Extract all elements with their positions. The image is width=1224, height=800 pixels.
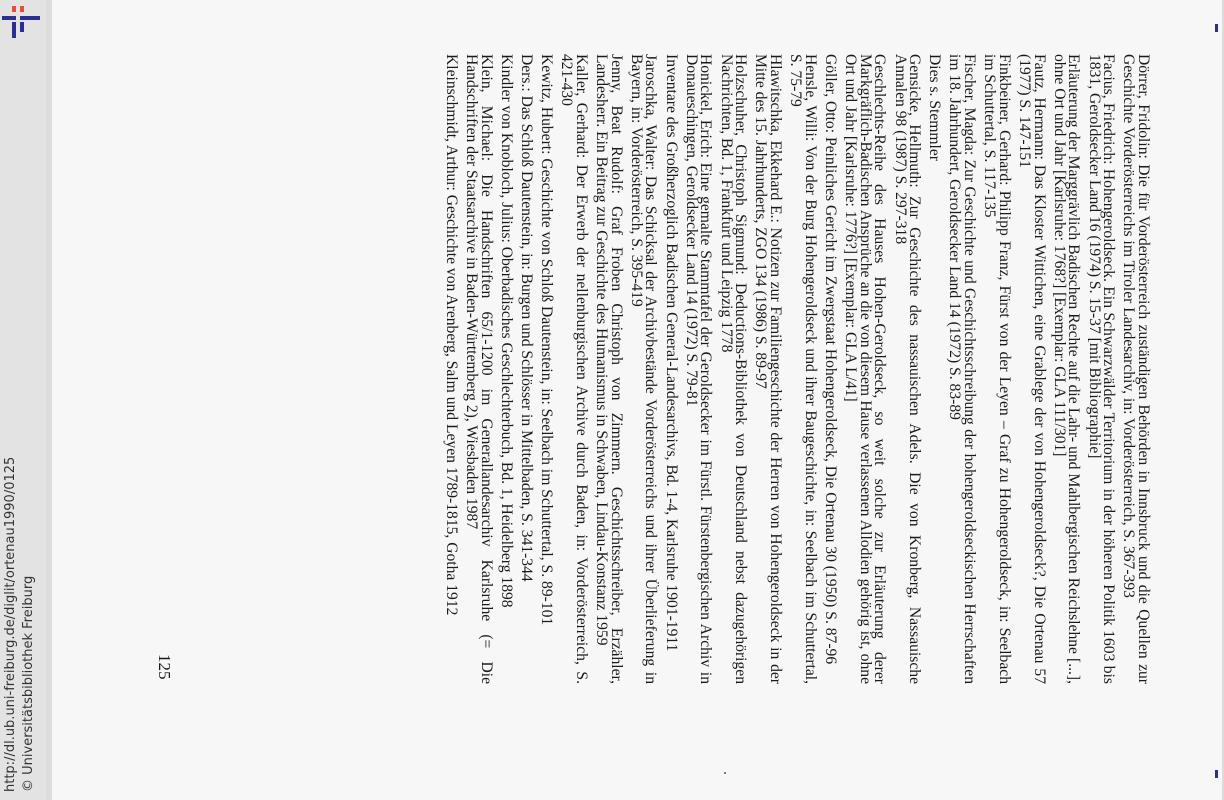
bibliography-entry: Dies s. Stemmler — [926, 54, 944, 161]
source-url: http://dl.ub.uni-freiburg.de/diglit/ortenau1990/0125 — [3, 456, 18, 792]
bibliography-entry: Inventare des Großherzoglich Badischen General-Landesarchivs, Bd. 1-4, Karlsruhe 1901-1911 — [662, 54, 680, 652]
bibliography-entry: Kewitz, Hubert: Geschichte von Schloß Dautenstein, in: Seelbach im Schuttertal, S. 89-101 — [538, 54, 556, 626]
page-text — [150, 54, 1150, 684]
bibliography-entry: Fautz, Hermann: Das Kloster Wittichen, eine Grablege der von Hohengeroldseck?, Die Ortenau 57 (1977) S. 147-151 — [1016, 54, 1048, 684]
bibliography-entry: Göller, Otto: Peinliches Gericht im Zwergstaat Hohengeroldseck, Die Ortenau 30 (1950) S. 87-96 — [821, 54, 839, 665]
bibliography-entry: Jaroschka, Walter: Das Schicksal der Archivbestände Vorderösterreichs und ihrer Überlieferung in Bayern, in: Vorderösterreich, S. 395-419 — [627, 54, 660, 684]
bibliography-entry: Kaller, Gerhard: Der Erwerb der nellenburgischen Archive durch Baden, in: Vorderösterreich, S. 421-430 — [558, 54, 590, 684]
ub-freiburg-logo-icon — [2, 6, 42, 40]
bibliography-entry: Kleinschmidt, Arthur: Geschichte von Arenberg, Salm und Leyen 1789-1815, Gotha 1912 — [442, 54, 460, 616]
bibliography-entry: Hensle, Willi: Von der Burg Hohengeroldseck und ihrer Baugeschichte, in: Seelbach im Schuttertal, S. 75-79 — [787, 54, 819, 684]
bibliography-entry: Finkbeiner, Gerhard: Philipp Franz, Fürst von der Leyen – Graf zu Hohengeroldseck, in: Seelbach im Schuttertal, S. 117-135 — [981, 54, 1013, 684]
citation-text — [2, 457, 38, 792]
page-number: 125 — [155, 654, 174, 680]
bibliography-entry: Erläuterung der Marggrävlich Badischen Rechte auf die Lahr- und Mahlbergischen Reichslehne [...], ohne Ort und Jahr [Karlsruhe: 1768?] [Exemplar: GLA 111/301] — [1050, 54, 1083, 684]
copyright-notice: © Universitätsbibliothek Freiburg — [21, 575, 36, 792]
bibliography-entry: Hlawitschka, Ekkehard E.: Notizen zur Familiengeschichte der Herren von Hohengeroldseck in der Mitte des 15. Jahrhunderts, ZGO 134 (1986) S. 89-97 — [752, 54, 784, 684]
scan-speck — [724, 772, 726, 774]
scanned-page — [52, 0, 1222, 800]
bibliography-entry: Holzschuher, Christoph Sigmund: Deductions-Bibliothek von Deutschland nebst dazugehörigen Nachrichten, Bd. 1, Frankfurt und Leipzig 1778 — [717, 54, 750, 684]
bibliography-entry: Geschlechts-Reihe des Hauses Hohen-Geroldseck, so weit solche zur Erläuterung derer Markgräflich-Badischen Ansprüche an die von diesem Hause verlassenen Allodien gehörig ist, ohne Ort und Jahr [Karlsruhe: 1776?] [Exemplar: GLA L/41] — [842, 54, 889, 684]
bibliography-entry: Fischer, Magda: Zur Geschichte und Geschichtsschreibung der hohengeroldseckischen Herrschaften im 18. Jahrhundert, Geroldsecker Land 14 (1972) S. 83-89 — [946, 54, 979, 684]
bibliography-entry: Facius, Friedrich: Hohengeroldseck. Ein Schwarzwälder Territorium in der höheren Politik 1603 bis 1831, Geroldsecker Land 16 (1974) S. 15-37 [mit Bibliographie] — [1085, 54, 1118, 684]
bibliography-entry: Dörrer, Fridolin: Die für Vorderösterreich zuständigen Behörden in Innsbruck und die Quellen zur Geschichte Vorderösterreichs im Tiroler Landesarchiv, in: Vorderösterreich, S. 367-393 — [1120, 54, 1152, 684]
scan-edge-mark — [1215, 24, 1218, 32]
bibliography-entry: Jenny, Beat Rudolf: Graf Froben Christoph von Zimmern. Geschichtsschreiber, Erzähler, Landesherr. Ein Beitrag zur Geschichte des Humanismus in Schwaben, Lindau-Konstanz 1959 — [593, 54, 625, 684]
bibliography-entry: Gensicke, Hellmuth: Zur Geschichte des nassauischen Adels. Die von Kronberg, Nassauische Annalen 98 (1987) S. 297-318 — [891, 54, 924, 684]
bibliography-entry: Klein, Michael: Die Handschriften 65/1-1200 im Generallandesarchiv Karlsruhe (= Die Handschriften der Staatsarchive in Baden-Württemberg 2), Wiesbaden 1987 — [462, 54, 495, 684]
bibliography-entry: Ders.: Das Schloß Dautenstein, in: Burgen und Schlösser in Mittelbaden, S. 341-344 — [517, 54, 535, 582]
bibliography-entry: Kindler von Knobloch, Julius: Oberbadisches Geschlechterbuch, Bd. 1, Heidelberg 1898 — [497, 54, 515, 608]
viewer-sidebar — [0, 0, 46, 800]
scan-edge-mark — [1215, 770, 1218, 778]
bibliography-entry: Honickel, Erich: Eine gemalte Stammtafel der Geroldsecker im Fürstl. Fürstenbergischen Archiv in Donaueschingen, Geroldsecker Land 14 (1972) S. 79-81 — [682, 54, 715, 684]
